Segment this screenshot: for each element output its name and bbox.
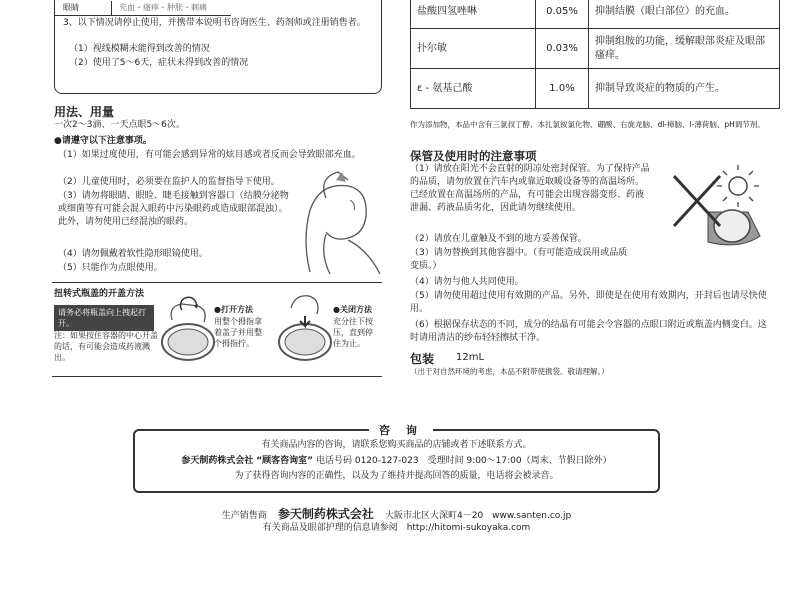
footer-seller-label: 生产销售商: [221, 511, 267, 521]
ingredients-table: [410, 0, 780, 109]
cap-open-title: ●打开方法: [214, 305, 253, 314]
package-note: （出于对自然环境的考虑，本品不附带使携袋。敬请理解。）: [410, 367, 609, 376]
ingredient-name: 盐酸四氢唑啉: [411, 0, 536, 29]
usage-item-1: （1）如果过度使用，有可能会感到异常的炫目感或者反而会导致眼部充血。: [58, 150, 361, 160]
cap-close-illustration: [275, 290, 335, 370]
cap-section-bottom-rule: [52, 376, 382, 377]
usage-item-5: （5）只能作为点眼使用。: [58, 263, 163, 273]
warning-item-3a: （1）视线模糊未能得到改善的情况: [69, 44, 210, 54]
ingredient-amount: 1.0%: [536, 69, 589, 109]
cap-open-illustration: [158, 290, 218, 370]
usage-title: 用法、用量: [54, 105, 115, 119]
warning-item-3b: （2）使用了5～6天，症状未得到改善的情况: [69, 58, 249, 68]
storage-item-1: （1）请放在阳光不会直射的阴凉处密封保管。为了保持产品的品质，请勿放置在汽车内或靠近取暖设备等的高温场所。已经放置在高温场所的产品，有可能会出现容器变形、药液泄漏、药液品质劣化，因此请勿继续使用。: [410, 164, 650, 213]
footer-info: 有关商品及眼部护理的信息请参阅 http://hitomi-sukoyaka.com: [262, 523, 531, 533]
usage-dose: 一次2～3滴、一天点眼5～6次。: [54, 120, 185, 130]
warning-box: [54, 0, 382, 94]
ingredient-effect: 抑制结膜（眼白部位）的充血。: [589, 0, 780, 29]
footer-seller-name: 参天制药株式会社: [277, 507, 374, 521]
additives-note: 作为添加物，本品中含有三氯叔丁醇、本扎氯铵氯化物、硼酸、右旋龙脑、dl-樟脑、l-薄荷脑、pH调节剂。: [410, 120, 765, 129]
ingredient-amount: 0.05%: [536, 0, 589, 29]
stub-cell-1: 眼睛: [63, 3, 79, 12]
cap-note: 注：如果按住容器的中心开盖的话，有可能会造成药液溅出。: [54, 331, 158, 362]
cap-section-top-rule: [52, 282, 382, 283]
ingredient-name: 扑尔敏: [411, 29, 536, 69]
consult-phone: 电话号码 0120-127-023 受理时间 9:00～17:00（周末、节假日除外）: [315, 456, 612, 466]
consult-title: 咨 询: [369, 422, 433, 438]
warning-item-3: 3、以下情况请停止使用，并携带本说明书咨询医生、药剂师或注册销售者。: [63, 18, 366, 28]
cap-open-text: 用整个拇指拿着盖子并用整个拇指拧。: [214, 317, 262, 348]
cap-close-title: ●关闭方法: [333, 305, 372, 314]
consult-line-1: 有关商品内容的咨询，请联系您购买商品的店铺或者下述联系方式。: [261, 440, 532, 450]
table-row: [411, 29, 780, 69]
ingredient-amount: 0.03%: [536, 29, 589, 69]
storage-item-4: （4）请勿与他人共同使用。: [410, 277, 524, 287]
consult-company: 参天制药株式会社: [181, 456, 254, 466]
storage-item-3: （3）请勿替换到其他容器中。（有可能造成误用或品质变质。）: [410, 248, 628, 271]
ingredient-name: ε - 氨基己酸: [411, 69, 536, 109]
footer-address: 大阪市北区大深町4－20 www.santen.co.jp: [385, 511, 572, 521]
table-row: [411, 69, 780, 109]
consult-line-2: [133, 455, 660, 468]
storage-item-6: （6）根据保存状态的不同，成分的结晶有可能会令容器的点眼口附近或瓶盖内侧变白。这时请用清洁的纱布轻轻擦拭干净。: [410, 320, 767, 343]
package-volume: 12mL: [456, 352, 485, 363]
eye-drop-illustration: [290, 170, 382, 274]
storage-item-5: （5）请勿使用超过使用有效期的产品。另外，即使是在使用有效期内，开封后也请尽快使用。: [410, 291, 767, 314]
cap-close-text: 充分往下按压，直到停住为止。: [333, 317, 373, 348]
storage-item-2: （2）请放在儿童触及不到的地方妥善保管。: [410, 234, 587, 244]
usage-item-4: （4）请勿佩戴着软性隐形眼镜使用。: [58, 249, 208, 259]
ingredient-effect: 抑制导致炎症的物质的产生。: [589, 69, 780, 109]
usage-item-2: （2）儿童使用时，必须要在监护人的监督指导下使用。: [58, 177, 280, 187]
ingredient-effect: 抑制组胺的功能，缓解眼部炎症及眼部瘙痒。: [589, 29, 780, 69]
warning-table-stub: [55, 1, 231, 16]
table-row: [411, 0, 780, 29]
consult-desk: “顾客咨询室”: [256, 456, 314, 466]
footer-seller: [133, 503, 660, 523]
usage-item-3: （3）请勿将眼睛、眼睑、睫毛接触到容器口（结膜分泌物或细菌等有可能会混入眼药中污染眼药或造成眼部混浊）。此外，请勿使用已经混浊的眼药。: [58, 191, 289, 227]
usage-notice-title: ●请遵守以下注意事项。: [54, 136, 152, 146]
no-sunlight-illustration: [652, 164, 762, 254]
cap-label: 请务必将瓶盖向上拽起打开。: [54, 305, 154, 331]
package-label: 包装: [410, 352, 435, 366]
cap-title: 扭转式瓶盖的开盖方法: [54, 289, 145, 299]
stub-cell-2: 充血・瘙痒・肿胀・刺痛: [119, 3, 207, 12]
consult-line-3: 为了获得咨询内容的正确性，以及为了维持并提高回答的质量，电话将会被录音。: [234, 471, 559, 481]
storage-title: 保管及使用时的注意事项: [410, 149, 537, 163]
